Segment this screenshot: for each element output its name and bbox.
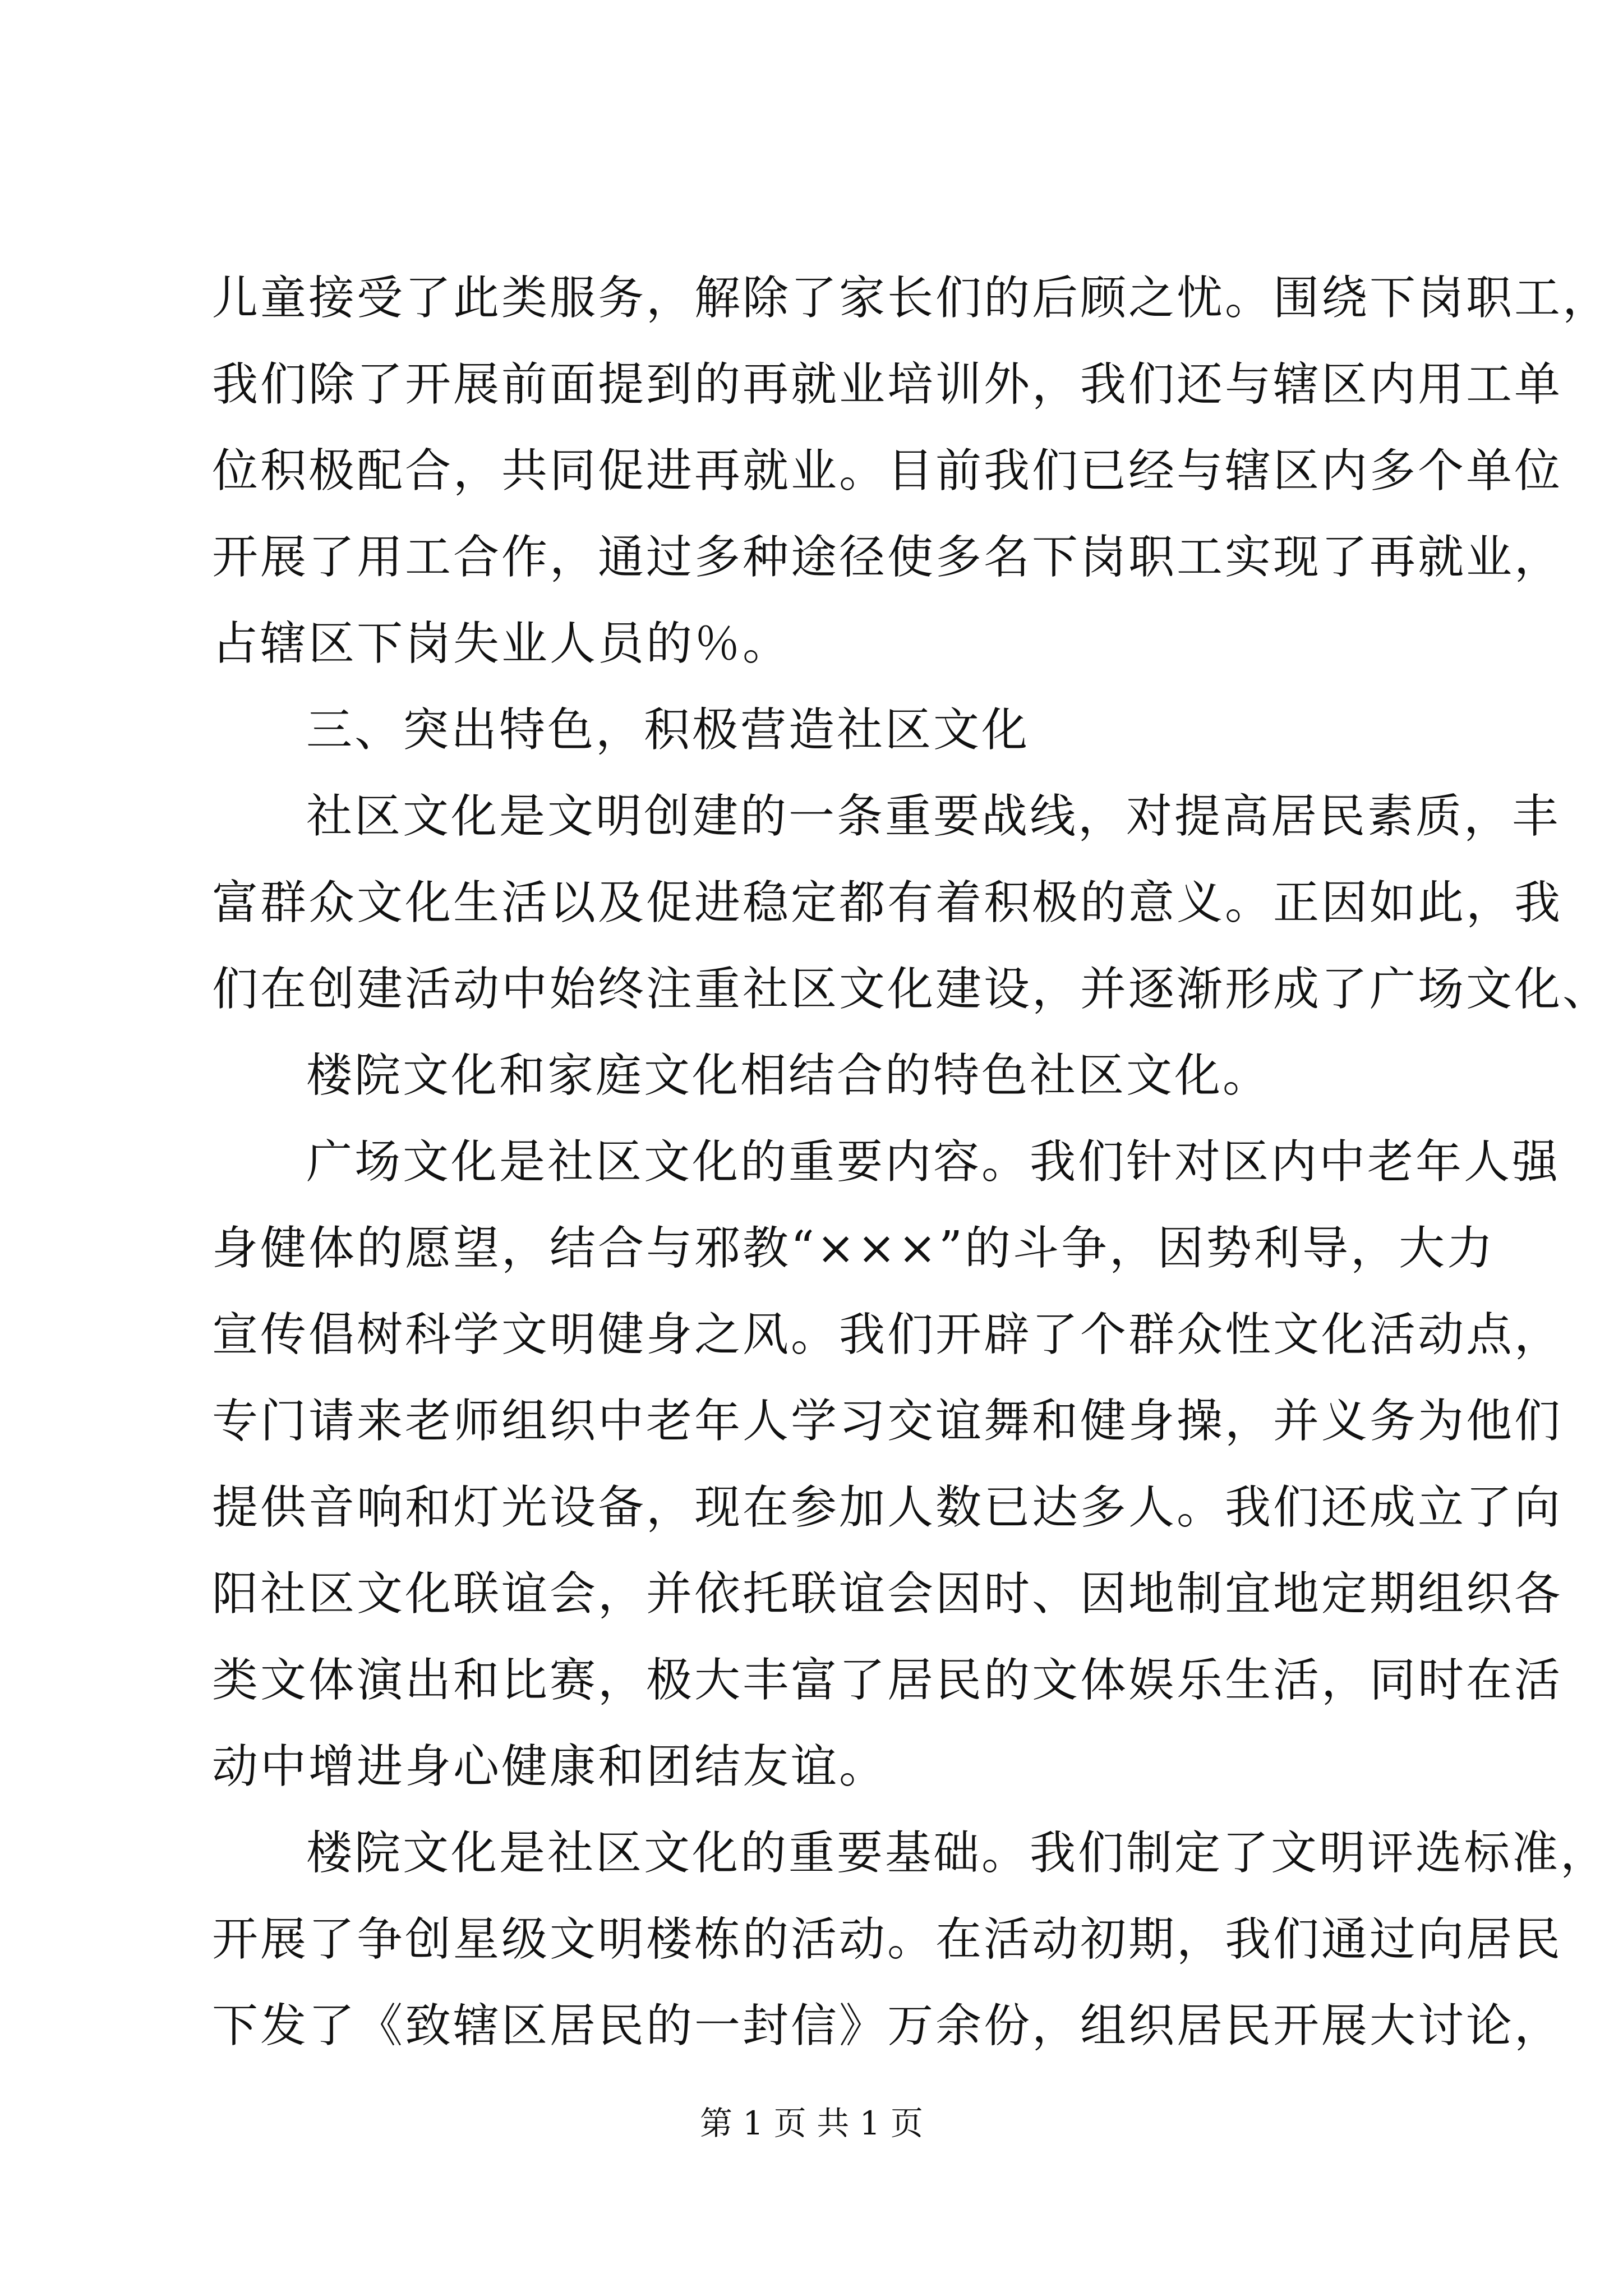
text-line: 富群众文化生活以及促进稳定都有着积极的意义。正因如此，我	[212, 876, 1563, 930]
text-line: 阳社区文化联谊会，并依托联谊会因时、因地制宜地定期组织各	[212, 1567, 1563, 1621]
text-line: 提供音响和灯光设备，现在参加人数已达多人。我们还成立了向	[212, 1481, 1563, 1534]
text-line: 动中增进身心健康和团结友谊。	[212, 1740, 888, 1793]
text-line: 楼院文化和家庭文化相结合的特色社区文化。	[306, 1049, 1271, 1102]
text-line: 类文体演出和比赛，极大丰富了居民的文体娱乐生活，同时在活	[212, 1654, 1563, 1707]
text-line: 社区文化是文明创建的一条重要战线，对提高居民素质，丰	[306, 790, 1561, 843]
text-line: 身健体的愿望，结合与邪教“×××”的斗争，因势利导，大力	[212, 1222, 1495, 1275]
text-line: 开展了用工合作，通过多种途径使多名下岗职工实现了再就业，	[212, 531, 1563, 584]
text-line: 楼院文化是社区文化的重要基础。我们制定了文明评选标准，	[306, 1826, 1609, 1880]
text-line: 们在创建活动中始终注重社区文化建设，并逐渐形成了广场文化、	[212, 963, 1611, 1016]
text-line: 专门请来老师组织中老年人学习交谊舞和健身操，并义务为他们	[212, 1395, 1563, 1448]
text-line: 儿童接受了此类服务，解除了家长们的后顾之忧。围绕下岗职工，	[212, 272, 1611, 325]
text-line: 占辖区下岗失业人员的％。	[212, 617, 791, 670]
page-footer: 第 1 页 共 1 页	[700, 2104, 923, 2142]
text-line: 宣传倡树科学文明健身之风。我们开辟了个群众性文化活动点，	[212, 1308, 1563, 1361]
text-line: 我们除了开展前面提到的再就业培训外，我们还与辖区内用工单	[212, 358, 1563, 411]
document-body	[212, 255, 1611, 2069]
text-line: 开展了争创星级文明楼栋的活动。在活动初期，我们通过向居民	[212, 1913, 1563, 1966]
text-line: 下发了《致辖区居民的一封信》万余份，组织居民开展大讨论，	[212, 1999, 1563, 2053]
text-line: 位积极配合，共同促进再就业。目前我们已经与辖区内多个单位	[212, 444, 1563, 498]
text-line: 三、突出特色，积极营造社区文化	[306, 703, 1030, 757]
text-line: 广场文化是社区文化的重要内容。我们针对区内中老年人强	[306, 1135, 1561, 1189]
